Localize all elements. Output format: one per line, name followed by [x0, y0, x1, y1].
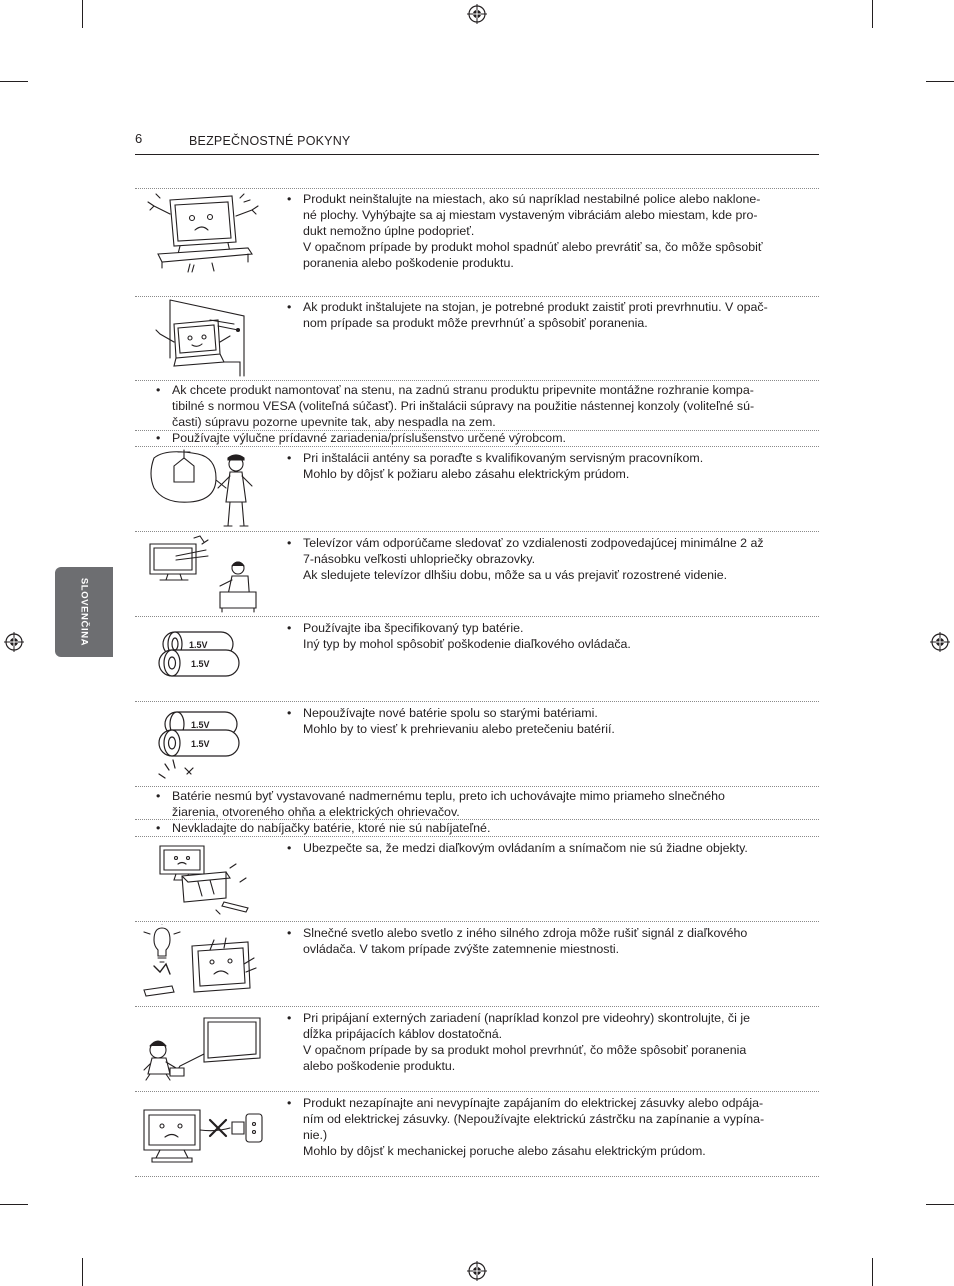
header-rule: [135, 154, 819, 155]
separator: [135, 1091, 819, 1092]
safety-item: [156, 820, 812, 836]
battery-label: 1.5V: [191, 659, 210, 669]
crop-mark: [926, 1204, 954, 1205]
safety-item: [287, 840, 803, 856]
safety-item-text: Televízor vám odporúčame sledovať zo vzdialenosti zodpovedajúcej minimálne 2 až 7-násobku veľkosti uhlopriečky obrazovky. Ak sledujete televízor dlhšiu dobu, môže sa u vás prejaviť rozostrené videnie.: [303, 536, 764, 582]
crop-mark: [0, 1204, 28, 1205]
safety-item-text: Produkt neinštalujte na miestach, ako sú napríklad nestabilné police alebo naklone- né plochy. Vyhýbajte sa aj miestam vystaveným vibráciám alebo miestam, kde pro- dukt nemožno úplne podoprieť. V opačnom prípade by produkt mohol spadnúť alebo prevrátiť sa, čo môže spôsobiť poranenia alebo poškodenie produktu.: [303, 192, 763, 270]
language-tab-label: SLOVENČINA: [78, 577, 90, 647]
separator: [135, 1176, 819, 1177]
safety-item-text: Batérie nesmú byť vystavované nadmernému teplu, preto ich uchovávajte mimo priameho slnečného žiarenia, otvoreného ohňa a elektrických ohrievačov.: [172, 789, 725, 819]
separator: [135, 296, 819, 297]
bullet: •: [287, 451, 292, 465]
separator: [135, 701, 819, 702]
bullet: •: [156, 431, 161, 445]
separator: [135, 921, 819, 922]
bullet: •: [156, 789, 161, 803]
safety-item-text: Ak chcete produkt namontovať na stenu, na zadnú stranu produktu pripevnite montážne rozhranie kompa- tibilné s normou VESA (voliteľná súčasť). Pri inštalácii súpravy na použitie nástennej konzoly (voliteľné sú- časti) súpravu pozorne upevnite tak, aby nespadla na zem.: [172, 383, 755, 429]
separator: [135, 446, 819, 447]
power-plug-warning-illustration: [140, 1104, 266, 1168]
language-tab: [55, 567, 113, 657]
separator: [135, 188, 819, 189]
registration-mark-icon: [467, 1261, 487, 1281]
registration-mark-icon: [930, 632, 950, 652]
separator: [135, 531, 819, 532]
crop-mark: [926, 81, 954, 82]
bullet: •: [287, 1096, 292, 1110]
bullet: •: [287, 1011, 292, 1025]
separator: [135, 616, 819, 617]
safety-item: [287, 299, 803, 331]
sunlight-interference-illustration: [140, 924, 260, 1004]
registration-mark-icon: [467, 4, 487, 24]
safety-item: [287, 535, 803, 583]
safety-item-text: Používajte iba špecifikovaný typ batérie. Iný typ by mohol spôsobiť poškodenie diaľkového ovládača.: [303, 621, 631, 651]
safety-item: [287, 1095, 803, 1159]
tv-stand-strap-illustration: [150, 298, 250, 378]
safety-item: [287, 1010, 803, 1074]
battery-type-illustration: [155, 624, 245, 688]
battery-label: 1.5V: [191, 720, 210, 730]
bullet: •: [287, 621, 292, 635]
safety-item: [287, 191, 803, 271]
safety-item-text: Používajte výlučne prídavné zariadenia/príslušenstvo určené výrobcom.: [172, 431, 566, 445]
viewing-distance-illustration: [146, 534, 266, 614]
bullet: •: [287, 926, 292, 940]
bullet: •: [156, 821, 161, 835]
safety-item: [156, 430, 812, 446]
bullet: •: [287, 706, 292, 720]
bullet: •: [287, 841, 292, 855]
mixed-batteries-illustration: [155, 708, 245, 780]
safety-item: [287, 450, 803, 482]
battery-label: 1.5V: [189, 640, 208, 650]
safety-item: [156, 788, 812, 820]
safety-item: [287, 620, 803, 652]
separator: [135, 836, 819, 837]
crop-mark: [872, 1258, 873, 1286]
unstable-tv-illustration: [140, 192, 270, 276]
registration-mark-icon: [4, 632, 24, 652]
crop-mark: [0, 81, 28, 82]
safety-item-text: Nevkladajte do nabíjačky batérie, ktoré nie sú nabíjateľné.: [172, 821, 491, 835]
section-title: BEZPEČNOSTNÉ POKYNY: [189, 134, 351, 148]
crop-mark: [872, 0, 873, 28]
safety-item: [156, 382, 812, 430]
safety-item-text: Pri inštalácii antény sa poraďte s kvalifikovaným servisným pracovníkom. Mohlo by dôjsť k požiaru alebo zásahu elektrickým prúdom.: [303, 451, 704, 481]
separator: [135, 786, 819, 787]
page-number: 6: [135, 131, 143, 146]
remote-obstruction-illustration: [150, 842, 260, 916]
safety-item: [287, 925, 803, 957]
battery-label: 1.5V: [191, 739, 210, 749]
safety-item-text: Pri pripájaní externých zariadení (napríklad konzol pre videohry) skontrolujte, či je dĺžka pripájacích káblov dostatočná. V opačnom prípade by sa produkt mohol prevrhnúť, čo môže spôsobiť poranenia alebo poškodenie produktu.: [303, 1011, 750, 1073]
antenna-technician-illustration: [146, 448, 266, 530]
safety-item-text: Ak produkt inštalujete na stojan, je potrebné produkt zaistiť proti prevrhnutiu. V opač- nom prípade sa produkt môže prevrhnúť a spôsobiť poranenia.: [303, 300, 768, 330]
bullet: •: [287, 536, 292, 550]
separator: [135, 380, 819, 381]
separator: [135, 1006, 819, 1007]
bullet: •: [287, 192, 292, 206]
bullet: •: [156, 383, 161, 397]
safety-item-text: Ubezpečte sa, že medzi diaľkovým ovládaním a snímačom nie sú žiadne objekty.: [303, 841, 748, 855]
safety-item-text: Produkt nezapínajte ani nevypínajte zapájaním do elektrickej zásuvky alebo odpája- ním od elektrickej zásuvky. (Nepoužívajte elektrickú zástrčku na zapínanie a vypína- nie.) Mohlo by dôjsť k mechanickej poruche alebo zásahu elektrickým prúdom.: [303, 1096, 765, 1158]
crop-mark: [82, 1258, 83, 1286]
crop-mark: [82, 0, 83, 28]
safety-item: [287, 705, 803, 737]
safety-item-text: Nepoužívajte nové batérie spolu so starými batériami. Mohlo by to viesť k prehrievaniu alebo pretečeniu batérií.: [303, 706, 615, 736]
safety-item-text: Slnečné svetlo alebo svetlo z iného silného zdroja môže rušiť signál z diaľkového ovládača. V takom prípade zvýšte zatemnenie miestnosti.: [303, 926, 748, 956]
cable-length-illustration: [140, 1014, 264, 1084]
bullet: •: [287, 300, 292, 314]
